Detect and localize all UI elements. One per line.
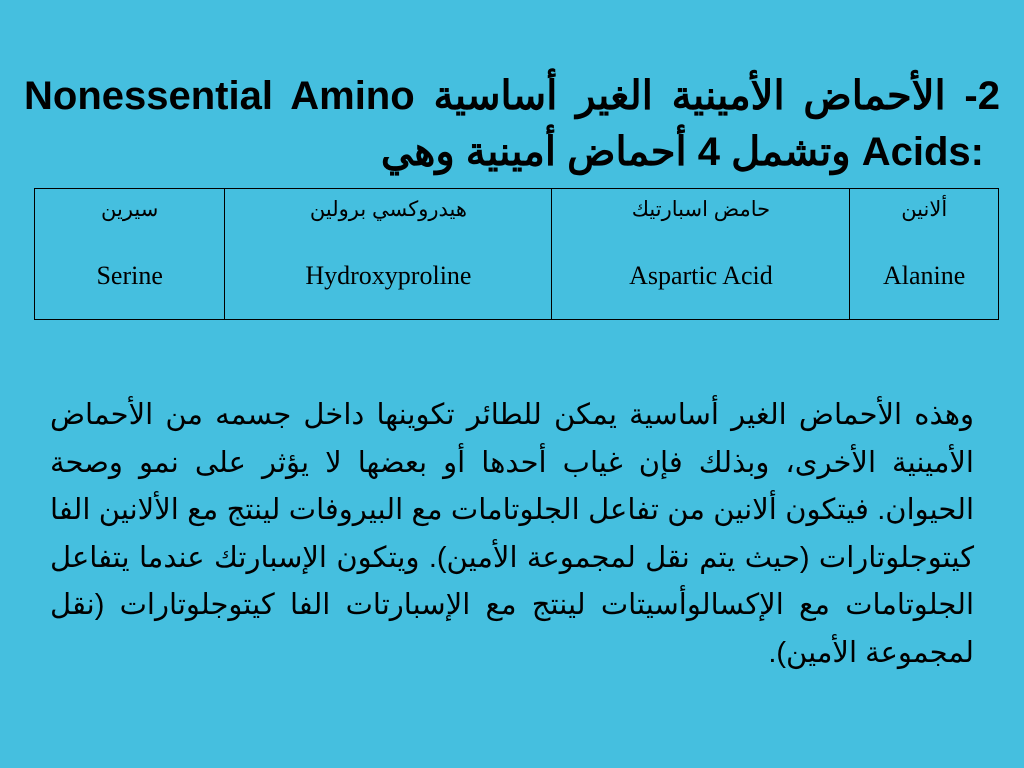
english-name: Serine: [96, 261, 163, 290]
table-cell-serine: [35, 189, 225, 320]
english-name: Hydroxyproline: [305, 261, 472, 290]
arabic-name: حامض اسبارتيك: [631, 198, 771, 221]
title-english-part-2: Acids:: [861, 130, 984, 174]
table-cell-hydroxyproline: [225, 189, 552, 320]
body-paragraph: وهذه الأحماض الغير أساسية يمكن للطائر تكوينها داخل جسمه من الأحماض الأمينية الأخرى، وبذلك فإن غياب أحدها أو بعضها لا يؤثر على نمو وصحة الحيوان. فيتكون ألانين من تفاعل الجلوتامات مع البيروفات لينتج مع الألانين الفا كيتوجلوتارات (حيث يتم نقل لمجموعة الأمين). ويتكون الإسبارتك عندما يتفاعل الجلوتامات مع الإكسالوأسيتات لينتج مع الإسبارتات الفا كيتوجلوتارات (نقل لمجموعة الأمين).: [50, 399, 974, 669]
table-row: [35, 189, 999, 320]
title-line-2: [24, 124, 1000, 180]
slide-title: [24, 68, 1000, 180]
table-cell-aspartic-acid: [552, 189, 850, 320]
amino-acids-table: [34, 188, 999, 320]
english-name: Alanine: [883, 261, 966, 290]
title-english-part-1: Nonessential Amino: [24, 74, 415, 118]
title-line-1: [24, 68, 1000, 124]
arabic-name: ألانين: [901, 198, 948, 221]
arabic-name: هيدروكسي برولين: [309, 198, 467, 221]
arabic-name: سيرين: [101, 198, 159, 221]
table-cell-alanine: [850, 189, 999, 320]
title-arabic-part-2: وتشمل 4 أحماض أمينية وهي: [380, 130, 851, 174]
english-name: Aspartic Acid: [629, 261, 773, 290]
title-arabic-part-1: 2- الأحماض الأمينية الغير أساسية: [433, 74, 1000, 118]
